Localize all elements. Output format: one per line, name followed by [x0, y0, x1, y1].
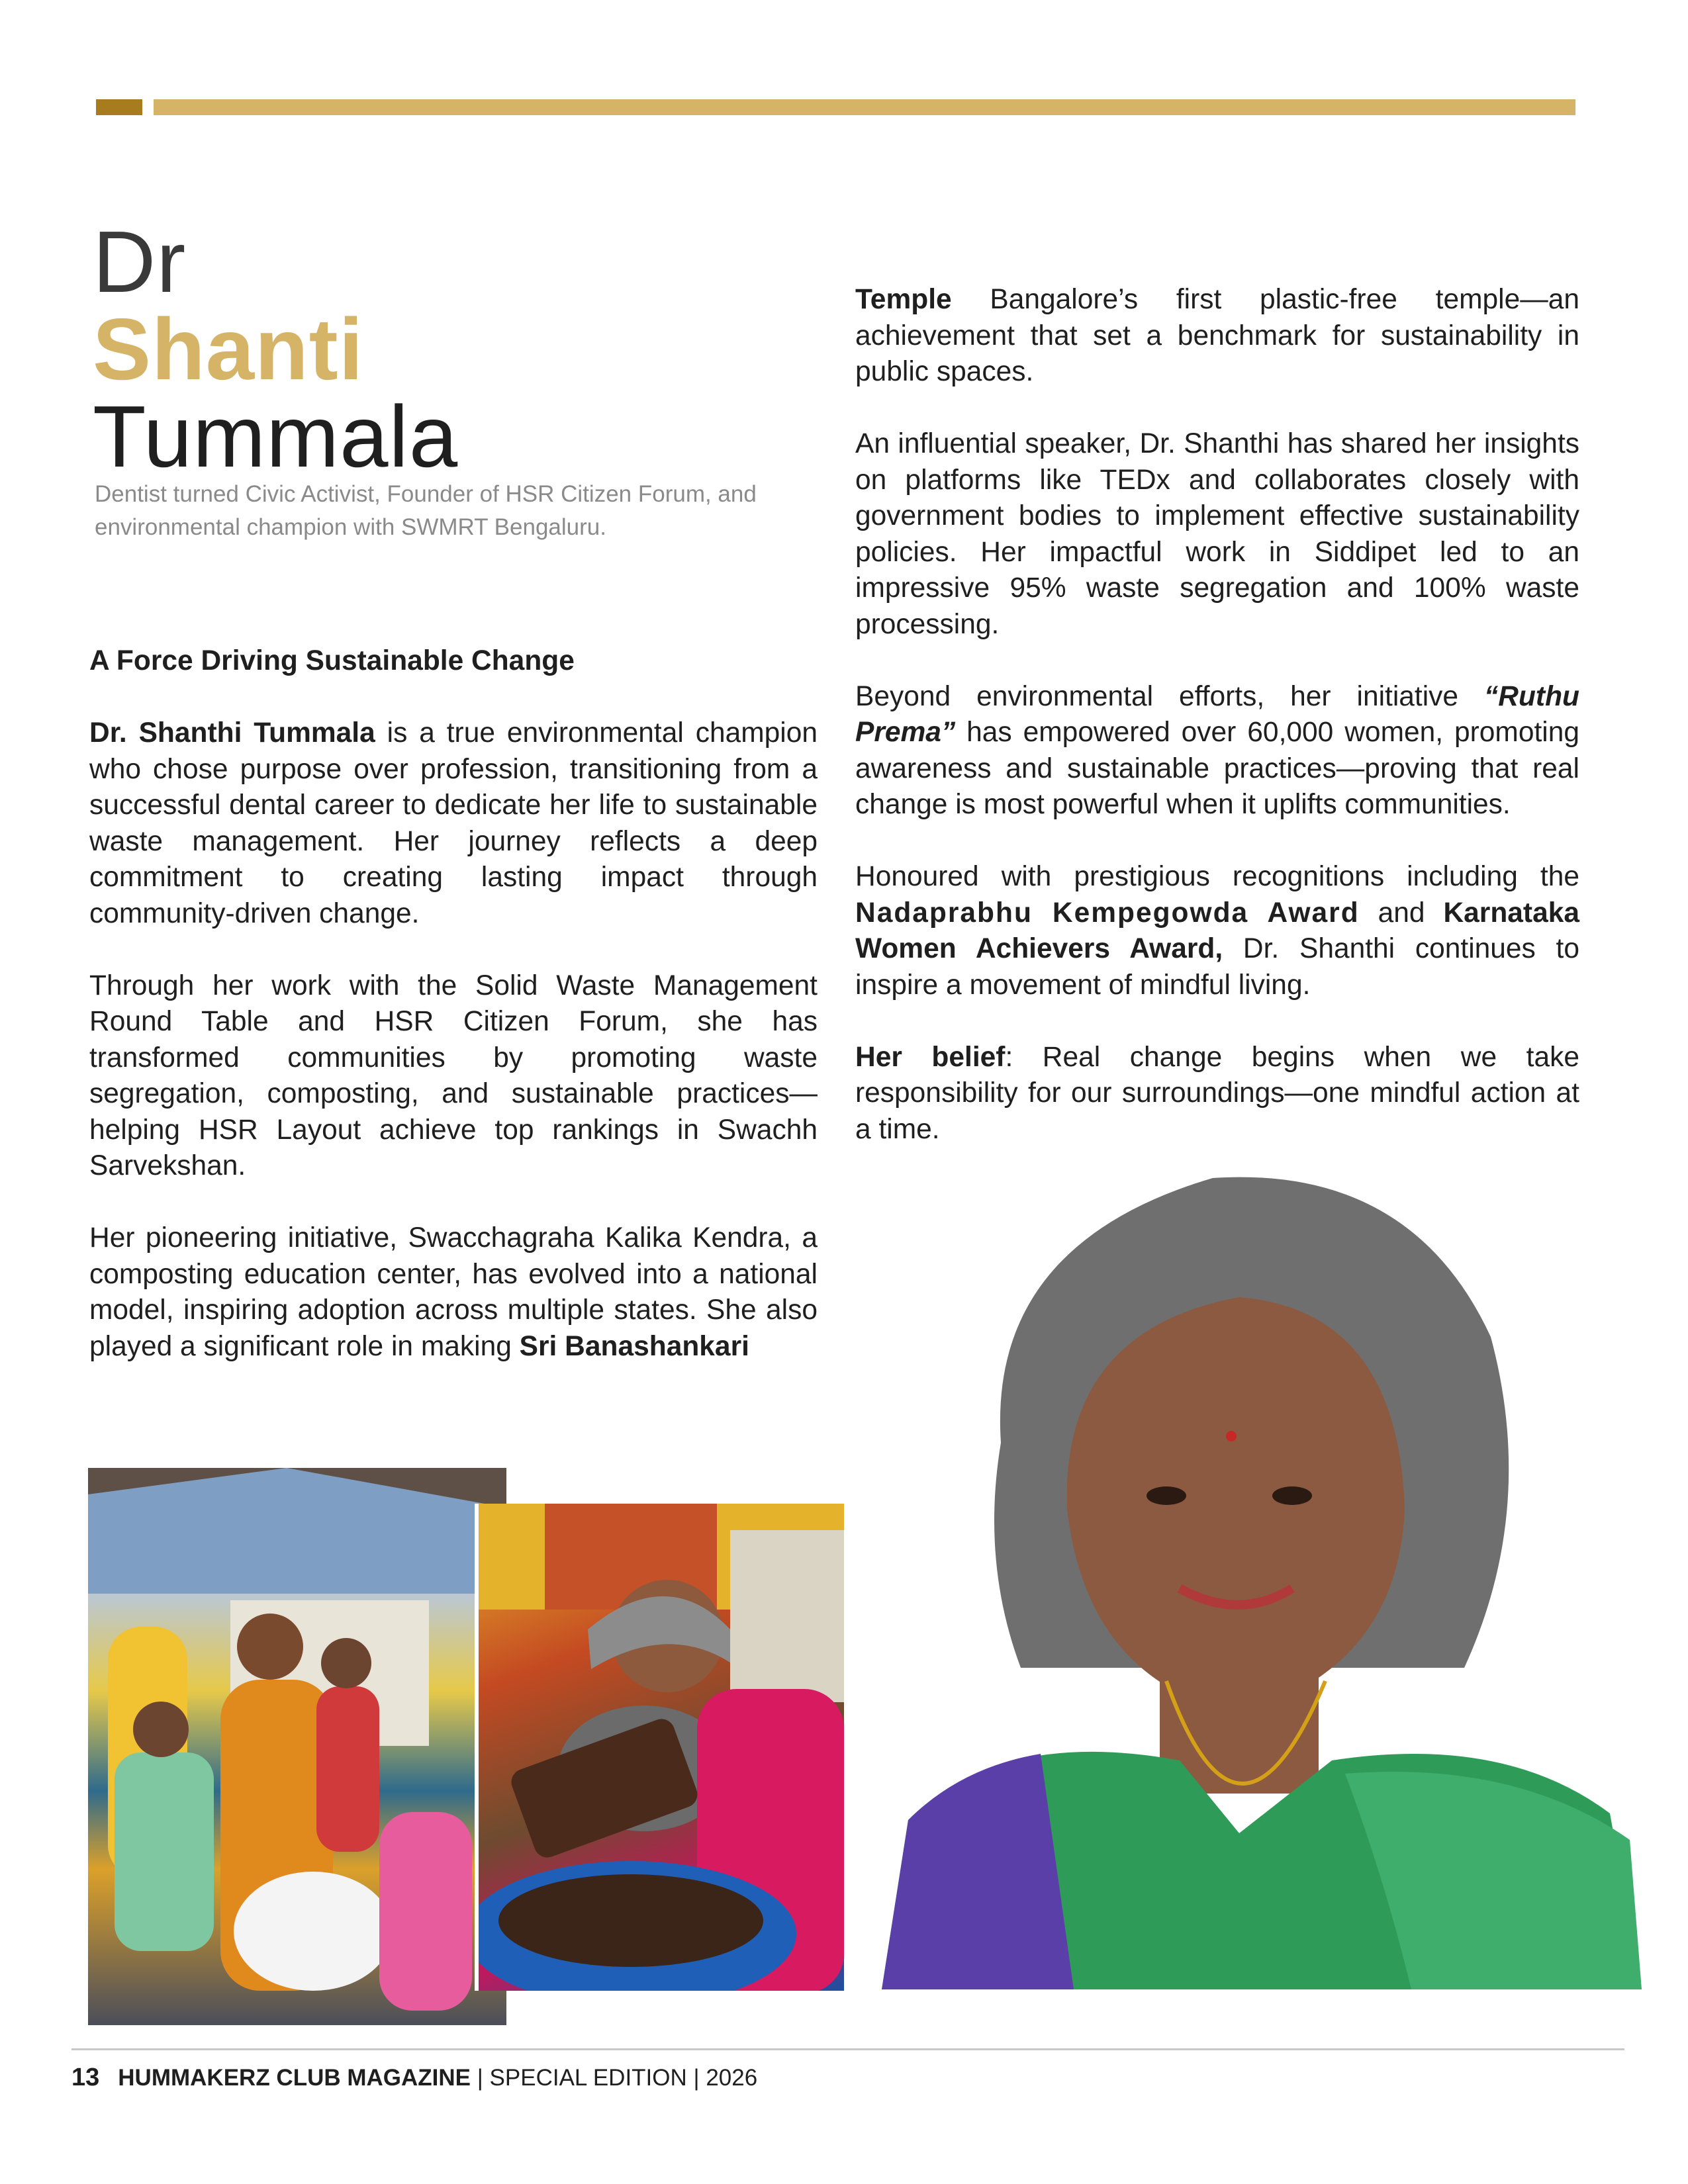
- temple-name: Sri Banashankari: [519, 1330, 749, 1362]
- name-prefix: Dr: [93, 213, 187, 310]
- paragraph-temple: [855, 282, 1579, 390]
- paragraph-text: has empowered over 60,000 women, promoting awareness and sustainable practices—proving that real change is most powerful when it uplifts communities.: [855, 717, 1579, 820]
- paragraph-initiative: [89, 1220, 818, 1365]
- composting-illustration: [479, 1504, 844, 1991]
- award-name: Nadaprabhu Kempegowda Award: [855, 897, 1360, 929]
- belief-label: Her belief: [855, 1041, 1006, 1073]
- cleanup-drive-photo: [88, 1468, 506, 2025]
- page-number: 13: [71, 2064, 100, 2091]
- accent-bar-gold: [154, 99, 1575, 115]
- profile-name: [93, 213, 821, 485]
- paragraph-text: Dr. Shanthi continues to inspire a movement of mindful living.: [855, 933, 1579, 1001]
- initiative-name: “Ruthu Prema”: [855, 680, 1579, 748]
- portrait-illustration: [868, 1165, 1642, 1989]
- paragraph-speaker: An influential speaker, Dr. Shanthi has shared her insights on platforms like TEDx and collaborates closely with government bodies to implement effective sustainability policies. Her impactful work in Siddipet led to an impressive 95% waste segregation and 100% waste processing.: [855, 428, 1579, 640]
- magazine-name: HUMMAKERZ CLUB MAGAZINE: [118, 2065, 471, 2091]
- article-left-column: [89, 643, 818, 1401]
- cleanup-drive-illustration: [88, 1468, 506, 2025]
- paragraph-ruthu-prema: [855, 679, 1579, 823]
- award-name: Karnataka Women Achievers Award,: [855, 897, 1579, 964]
- article-right-column: [855, 282, 1579, 1184]
- name-first: Shanti: [93, 300, 364, 398]
- subject-name: Dr. Shanthi Tummala: [89, 717, 375, 749]
- composting-photo: [475, 1504, 844, 1991]
- temple-word: Temple: [855, 284, 952, 315]
- paragraph-awards: [855, 859, 1579, 1003]
- portrait-photo: [868, 1165, 1642, 1989]
- footer-divider: [71, 2048, 1624, 2050]
- section-heading: A Force Driving Sustainable Change: [89, 645, 575, 676]
- page-footer: [71, 2061, 757, 2095]
- edition-label: | SPECIAL EDITION | 2026: [471, 2065, 758, 2091]
- paragraph-text: is a true environmental champion who chose purpose over profession, transitioning from a successful dental career to dedicate her life to sustainable waste management. Her journey reflects a deep commitment to creating lasting impact through community-driven change.: [89, 717, 818, 929]
- paragraph-swmrt: Through her work with the Solid Waste Management Round Table and HSR Citizen Forum, she has transformed communities by promoting waste segregation, composting, and sustainable practices—helping HSR Layout achieve top rankings in Swachh Sarvekshan.: [89, 970, 818, 1181]
- paragraph-text: Beyond environmental efforts, her initiative: [855, 680, 1485, 712]
- paragraph-text: and: [1359, 897, 1444, 929]
- paragraph-text: Bangalore’s first plastic-free temple—an achievement that set a benchmark for sustainability in public spaces.: [855, 284, 1579, 387]
- accent-bar-dark: [96, 99, 142, 115]
- paragraph-text: Her pioneering initiative, Swacchagraha Kalika Kendra, a composting education center, has evolved into a national model, inspiring adoption across multiple states. She also played a significant role in making: [89, 1222, 818, 1362]
- name-last: Tummala: [93, 388, 459, 485]
- paragraph-text: Honoured with prestigious recognitions including the: [855, 861, 1579, 892]
- profile-subtitle: Dentist turned Civic Activist, Founder of HSR Citizen Forum, and environmental champion with SWMRT Bengaluru.: [95, 481, 757, 540]
- paragraph-intro: [89, 715, 818, 932]
- paragraph-text: : Real change begins when we take responsibility for our surroundings—one mindful action at a time.: [855, 1041, 1579, 1145]
- paragraph-belief: [855, 1040, 1579, 1148]
